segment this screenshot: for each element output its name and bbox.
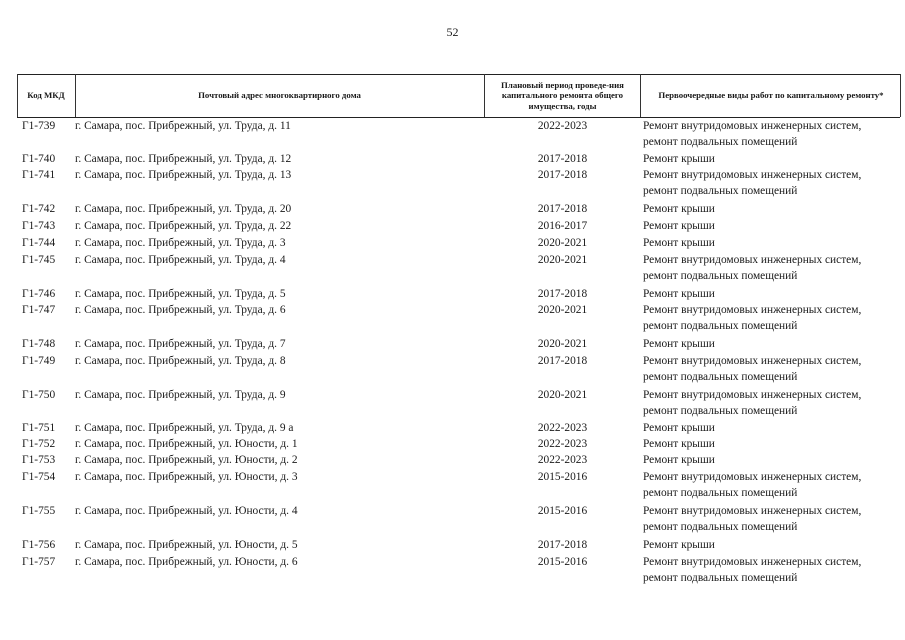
row-code: Г1-746 <box>22 288 56 300</box>
row-address: г. Самара, пос. Прибрежный, ул. Труда, д. 13 <box>75 169 292 181</box>
row-works: Ремонт крыши <box>643 422 715 434</box>
table-row <box>0 166 905 200</box>
table-row <box>0 553 905 587</box>
row-period: 2022-2023 <box>537 454 588 466</box>
row-works: Ремонт крыши <box>643 438 715 450</box>
row-period: 2015-2016 <box>537 471 588 483</box>
table-row <box>0 117 905 150</box>
row-period: 2015-2016 <box>537 505 588 517</box>
row-address: г. Самара, пос. Прибрежный, ул. Труда, д. 6 <box>75 304 286 316</box>
row-works: Ремонт внутридомовых инженерных систем, ремонт подвальных помещений <box>643 505 862 533</box>
row-code: Г1-753 <box>22 454 56 466</box>
row-works: Ремонт крыши <box>643 338 715 350</box>
table-row <box>0 451 905 468</box>
row-address: г. Самара, пос. Прибрежный, ул. Труда, д. 9 а <box>75 422 294 434</box>
row-code: Г1-754 <box>22 471 56 483</box>
row-address: г. Самара, пос. Прибрежный, ул. Юности, д. 4 <box>75 505 298 517</box>
row-code: Г1-749 <box>22 355 56 367</box>
row-code: Г1-751 <box>22 422 56 434</box>
row-period: 2017-2018 <box>537 355 588 367</box>
row-address: г. Самара, пос. Прибрежный, ул. Юности, д. 6 <box>75 556 298 568</box>
row-works: Ремонт крыши <box>643 454 715 466</box>
row-period: 2017-2018 <box>537 203 588 215</box>
row-works: Ремонт крыши <box>643 153 715 165</box>
row-period: 2016-2017 <box>537 220 588 232</box>
header-divider <box>484 74 485 117</box>
row-period: 2017-2018 <box>537 153 588 165</box>
row-address: г. Самара, пос. Прибрежный, ул. Юности, д. 3 <box>75 471 298 483</box>
row-address: г. Самара, пос. Прибрежный, ул. Юности, д. 1 <box>75 438 298 450</box>
row-works: Ремонт внутридомовых инженерных систем, ремонт подвальных помещений <box>643 120 862 148</box>
row-code: Г1-741 <box>22 169 56 181</box>
row-address: г. Самара, пос. Прибрежный, ул. Труда, д. 12 <box>75 153 292 165</box>
table-row <box>0 217 905 234</box>
row-code: Г1-757 <box>22 556 56 568</box>
row-works: Ремонт внутридомовых инженерных систем, ремонт подвальных помещений <box>643 254 862 282</box>
table-body <box>0 117 905 587</box>
table-row <box>0 301 905 335</box>
row-address: г. Самара, пос. Прибрежный, ул. Труда, д. 3 <box>75 237 286 249</box>
table-row <box>0 251 905 285</box>
table-row <box>0 335 905 352</box>
table-row <box>0 352 905 386</box>
row-works: Ремонт внутридомовых инженерных систем, ремонт подвальных помещений <box>643 471 862 499</box>
header-address: Почтовый адрес многоквартирного дома <box>198 90 361 101</box>
table-row <box>0 200 905 217</box>
row-address: г. Самара, пос. Прибрежный, ул. Юности, д. 2 <box>75 454 298 466</box>
header-code: Код МКД <box>27 90 65 101</box>
table-row <box>0 150 905 166</box>
row-period: 2022-2023 <box>537 422 588 434</box>
row-period: 2020-2021 <box>537 389 588 401</box>
table-row <box>0 386 905 419</box>
row-works: Ремонт внутридомовых инженерных систем, ремонт подвальных помещений <box>643 355 862 383</box>
row-address: г. Самара, пос. Прибрежный, ул. Юности, д. 5 <box>75 539 298 551</box>
row-works: Ремонт крыши <box>643 288 715 300</box>
page-number: 52 <box>446 25 459 39</box>
table-row <box>0 502 905 536</box>
row-address: г. Самара, пос. Прибрежный, ул. Труда, д. 5 <box>75 288 286 300</box>
row-address: г. Самара, пос. Прибрежный, ул. Труда, д. 8 <box>75 355 286 367</box>
row-code: Г1-740 <box>22 153 56 165</box>
row-code: Г1-752 <box>22 438 56 450</box>
row-works: Ремонт внутридомовых инженерных систем, ремонт подвальных помещений <box>643 304 862 332</box>
header-border-right <box>900 74 901 117</box>
row-period: 2017-2018 <box>537 288 588 300</box>
row-works: Ремонт крыши <box>643 203 715 215</box>
row-code: Г1-748 <box>22 338 56 350</box>
row-code: Г1-750 <box>22 389 56 401</box>
row-period: 2022-2023 <box>537 438 588 450</box>
row-address: г. Самара, пос. Прибрежный, ул. Труда, д. 20 <box>75 203 292 215</box>
row-works: Ремонт крыши <box>643 220 715 232</box>
row-period: 2022-2023 <box>537 120 588 132</box>
header-divider <box>640 74 641 117</box>
row-period: 2020-2021 <box>537 304 588 316</box>
row-period: 2020-2021 <box>537 254 588 266</box>
row-code: Г1-745 <box>22 254 56 266</box>
table-row <box>0 536 905 553</box>
row-code: Г1-744 <box>22 237 56 249</box>
row-address: г. Самара, пос. Прибрежный, ул. Труда, д. 4 <box>75 254 286 266</box>
row-code: Г1-742 <box>22 203 56 215</box>
row-works: Ремонт крыши <box>643 237 715 249</box>
row-code: Г1-739 <box>22 120 56 132</box>
row-works: Ремонт внутридомовых инженерных систем, ремонт подвальных помещений <box>643 556 862 584</box>
table-row <box>0 435 905 451</box>
row-code: Г1-756 <box>22 539 56 551</box>
row-address: г. Самара, пос. Прибрежный, ул. Труда, д. 11 <box>75 120 291 132</box>
row-address: г. Самара, пос. Прибрежный, ул. Труда, д. 9 <box>75 389 286 401</box>
row-code: Г1-747 <box>22 304 56 316</box>
row-works: Ремонт внутридомовых инженерных систем, ремонт подвальных помещений <box>643 389 862 417</box>
table-row <box>0 468 905 502</box>
header-period: Плановый период проведе-ния капитального ремонта общего имущества, годы <box>501 79 624 111</box>
row-address: г. Самара, пос. Прибрежный, ул. Труда, д. 7 <box>75 338 286 350</box>
row-period: 2020-2021 <box>537 338 588 350</box>
row-works: Ремонт внутридомовых инженерных систем, ремонт подвальных помещений <box>643 169 862 197</box>
table-row <box>0 285 905 301</box>
table-row <box>0 234 905 251</box>
row-address: г. Самара, пос. Прибрежный, ул. Труда, д. 22 <box>75 220 292 232</box>
row-code: Г1-755 <box>22 505 56 517</box>
row-period: 2017-2018 <box>537 169 588 181</box>
row-code: Г1-743 <box>22 220 56 232</box>
row-period: 2017-2018 <box>537 539 588 551</box>
table-row <box>0 419 905 435</box>
header-works: Первоочередные виды работ по капитальному ремонту* <box>658 90 884 101</box>
row-works: Ремонт крыши <box>643 539 715 551</box>
row-period: 2015-2016 <box>537 556 588 568</box>
row-period: 2020-2021 <box>537 237 588 249</box>
